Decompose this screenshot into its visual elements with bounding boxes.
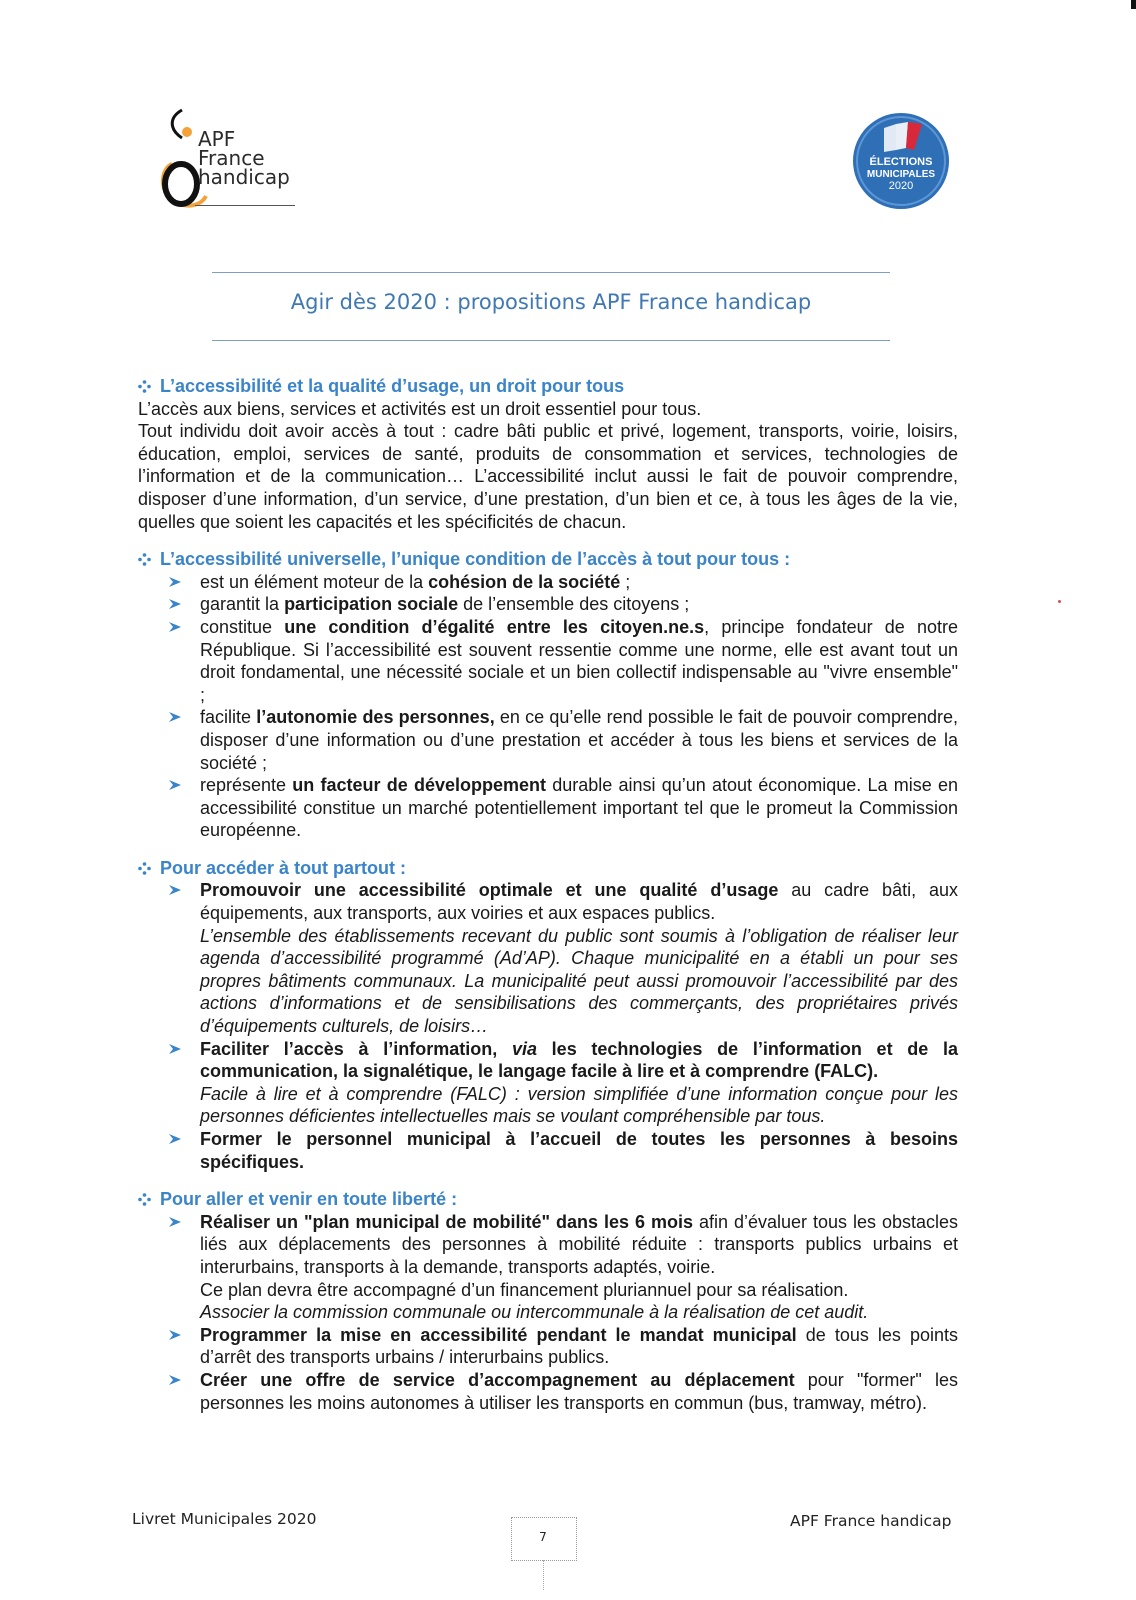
list-item [138, 1369, 958, 1414]
section-heading [138, 857, 958, 880]
list-item [138, 879, 958, 1037]
item-note: Facile à lire et à comprendre (FALC) : version simplifiée d’une information conçue pour les personnes déficientes intellectuelles mais se voulant compréhensible par tous. [200, 1083, 958, 1127]
arrow-bullet-icon [168, 711, 182, 723]
section-heading-text: L’accessibilité et la qualité d’usage, un droit pour tous [160, 376, 625, 396]
diamond-bullet-icon [138, 380, 151, 393]
item-text: de l’ensemble des citoyens ; [458, 594, 690, 615]
section-accessibility-right [138, 375, 958, 533]
item-note: Associer la commission communale ou intercommunale à la réalisation de cet audit. [200, 1302, 869, 1323]
item-bold: Programmer la mise en accessibilité pendant le mandat municipal [200, 1324, 797, 1345]
item-text: représente [200, 775, 293, 796]
item-text: de tous les points d’arrêt des transports urbains / interurbains publics. [200, 1324, 958, 1368]
item-bold: participation sociale [284, 594, 459, 615]
arrow-bullet-icon [168, 576, 182, 588]
badge-line: MUNICIPALES [866, 169, 936, 180]
arrow-bullet-icon [168, 598, 182, 610]
arrow-bullet-icon [168, 779, 182, 791]
list-item [138, 1324, 958, 1369]
item-bold-italic: via [511, 1038, 537, 1059]
section-heading [138, 375, 958, 398]
item-text: constitue [200, 616, 285, 637]
list-item [138, 571, 958, 594]
arrow-bullet-icon [168, 621, 182, 633]
diamond-bullet-icon [138, 553, 151, 566]
elections-badge [852, 112, 950, 210]
logo-wordmark [198, 127, 290, 189]
section-heading [138, 548, 958, 571]
scan-speck [1058, 600, 1061, 603]
section-access-everywhere [138, 857, 958, 1173]
item-text: ; [620, 571, 631, 592]
page-title: Agir dès 2020 : propositions APF France handicap [290, 290, 812, 314]
item-text: garantit la [200, 594, 285, 615]
scan-corner-mark [1131, 0, 1136, 9]
section-universal-accessibility [138, 548, 958, 842]
page-number-tick [543, 1560, 545, 1590]
arrow-bullet-icon [168, 884, 182, 896]
section-heading-text: L’accessibilité universelle, l’unique condition de l’accès à tout pour tous : [160, 549, 791, 570]
logo-underline [195, 205, 295, 206]
item-bold: Réaliser un "plan municipal de mobilité" dans les 6 mois [200, 1211, 693, 1232]
item-text: est un élément moteur de la [200, 571, 429, 592]
item-bold: les technologies de l’information et de la communication, la signalétique, le langage facile à lire et à comprendre (FALC). [200, 1038, 958, 1082]
item-text: durable ainsi qu’un atout économique. La mise en accessibilité constitue un marché potentiellement important tel que le promeut la Commission européenne. [200, 775, 958, 841]
logo-line: handicap [198, 165, 290, 189]
list-item [138, 774, 958, 842]
title-rule-bottom [212, 340, 890, 341]
list-item [138, 1211, 958, 1324]
badge-line: 2020 [888, 180, 914, 192]
title-rule-top [212, 272, 890, 273]
footer-organization: APF France handicap [790, 1512, 952, 1530]
item-bold: Promouvoir une accessibilité optimale et une qualité d’usage [200, 880, 779, 901]
list-item [138, 1038, 958, 1128]
section-heading [138, 1188, 958, 1211]
badge-line: ÉLECTIONS [869, 156, 933, 168]
item-note: L’ensemble des établissements recevant du public sont soumis à l’obligation de réaliser leur agenda d’accessibilité programmé (Ad’AP). Chaque municipalité en a établi un pour ses propres bâtiments communaux. La municipalité peut aussi promouvoir l’accessibilité par des actions d’informations et de sensibilisations des commerçants, des propriétaires privés d’équipements culturels, de loisirs… [200, 925, 958, 1037]
logo-line: France [198, 146, 265, 170]
logo-line: APF [198, 127, 236, 151]
item-text: pour "former" les personnes les moins autonomes à utiliser les transports en commun (bus, tramway, métro). [200, 1369, 958, 1413]
paragraph: L’accès aux biens, services et activités est un droit essentiel pour tous. [138, 398, 702, 419]
list-item [138, 593, 958, 616]
list-item [138, 616, 958, 706]
item-text: , principe fondateur de notre République. Si l’accessibilité est souvent ressentie comme une norme, elle est avant tout un droit fondamental, une nécessité sociale et un bien collectif indispensable au "vivre ensemble" ; [200, 616, 958, 705]
item-text: facilite [200, 707, 257, 728]
item-text: afin d’évaluer tous les obstacles liés aux déplacements des personnes à mobilité réduite : transports publics urbains et interurbains, transports à la demande, transports adaptés, voirie. [200, 1211, 958, 1277]
section-heading-text: Pour accéder à tout partout : [160, 857, 407, 878]
item-bold: cohésion de la société [428, 571, 621, 592]
page-number: 7 [539, 1530, 547, 1544]
diamond-bullet-icon [138, 1193, 151, 1206]
item-bold: une condition d’égalité entre les citoyen.ne.s [284, 616, 705, 637]
diamond-bullet-icon [138, 862, 151, 875]
list-item [138, 706, 958, 774]
arrow-bullet-icon [168, 1043, 182, 1055]
item-bold: Faciliter l’accès à l’information, [200, 1038, 512, 1059]
item-bold: un facteur de développement [292, 775, 546, 796]
arrow-bullet-icon [168, 1216, 182, 1228]
section-heading-text: Pour aller et venir en toute liberté : [160, 1189, 458, 1210]
paragraph: Tout individu doit avoir accès à tout : cadre bâti public et privé, logement, transports, voirie, loisirs, éducation, emploi, services de santé, produits de consommation et services, technologies de l’information et de la communication… L’accessibilité inclut aussi le fait de pouvoir comprendre, disposer d’une information, d’un service, d’une prestation, d’un bien et ce, à tous les âges de la vie, quelles que soient les capacités et les spécificités de chacun. [138, 421, 958, 532]
item-text: au cadre bâti, aux équipements, aux transports, aux voiries et aux espaces publics. [200, 880, 958, 924]
arrow-bullet-icon [168, 1133, 182, 1145]
item-bold: l’autonomie des personnes, [256, 707, 495, 728]
item-paragraph: Ce plan devra être accompagné d’un financement pluriannuel pour sa réalisation. [200, 1279, 849, 1300]
main-content [138, 375, 958, 1429]
item-bold: Créer une offre de service d’accompagnement au déplacement [200, 1369, 795, 1390]
arrow-bullet-icon [168, 1329, 182, 1341]
section-mobility [138, 1188, 958, 1414]
item-bold: Former le personnel municipal à l’accueil de toutes les personnes à besoins spécifiques. [200, 1129, 958, 1172]
footer-booklet-title: Livret Municipales 2020 [132, 1510, 317, 1528]
list-item [138, 1128, 958, 1173]
arrow-bullet-icon [168, 1374, 182, 1386]
item-text: en ce qu’elle rend possible le fait de pouvoir comprendre, disposer d’une information ou d’une prestation et accéder à tous les biens et services de la société ; [200, 707, 958, 773]
